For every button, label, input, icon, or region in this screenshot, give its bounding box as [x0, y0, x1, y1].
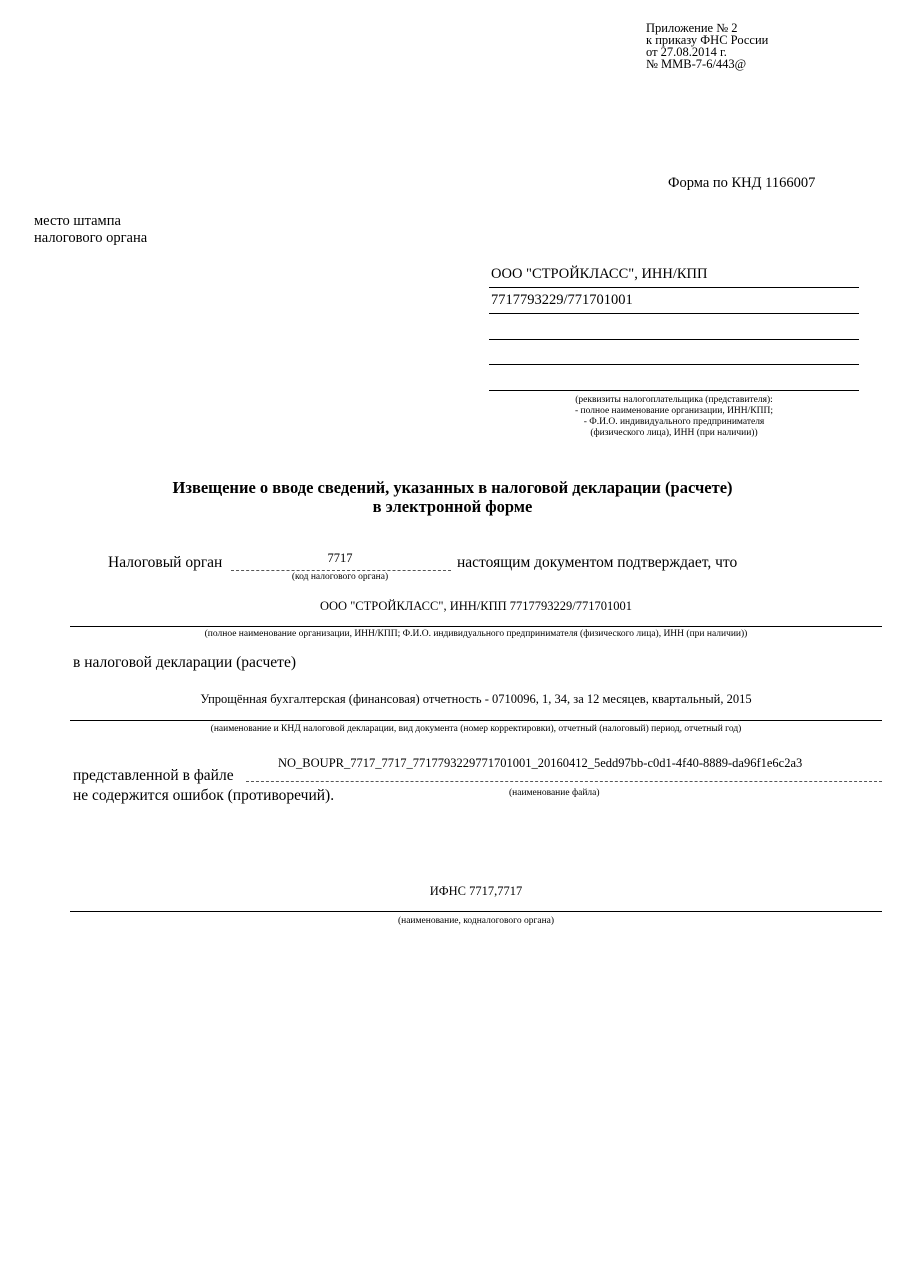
document-title-line-2: в электронной форме	[372, 497, 533, 516]
organization-caption: (полное наименование организации, ИНН/КПП; Ф.И.О. индивидуального предпринимателя (физического лица), ИНН (при наличии))	[204, 629, 748, 639]
tax-authority-code-rule	[231, 570, 451, 571]
file-label: представленной в файле	[73, 767, 234, 784]
taxpayer-line-1: ООО "СТРОЙКЛАСС", ИНН/КПП	[491, 266, 708, 282]
taxpayer-caption	[489, 395, 859, 439]
appendix-block	[646, 22, 768, 70]
file-rule	[246, 781, 882, 782]
no-errors-text: не содержится ошибок (противоречий).	[73, 787, 335, 804]
stamp-place-line-2: налогового органа	[34, 230, 148, 246]
document-title	[0, 478, 905, 516]
taxpayer-caption-2: - полное наименование организации, ИНН/КПП;	[575, 406, 773, 416]
organization-value: ООО "СТРОЙКЛАСС", ИНН/КПП 7717793229/771701001	[320, 599, 632, 613]
stamp-place-line-1: место штампа	[34, 213, 121, 229]
appendix-line-3: от 27.08.2014 г.	[646, 45, 727, 59]
tax-authority-confirm: настоящим документом подтверждает, что	[457, 554, 738, 571]
taxpayer-rule-5	[489, 390, 859, 391]
taxpayer-caption-4: (физического лица), ИНН (при наличии))	[590, 428, 758, 438]
declaration-rule	[70, 720, 882, 721]
taxpayer-rule-1	[489, 287, 859, 288]
appendix-line-1: Приложение № 2	[646, 21, 738, 35]
tax-authority-code-caption: (код налогового органа)	[291, 572, 389, 582]
ifns-rule	[70, 911, 882, 912]
stamp-place	[34, 213, 147, 247]
taxpayer-line-2: 7717793229/771701001	[491, 292, 633, 308]
taxpayer-caption-3: - Ф.И.О. индивидуального предпринимателя	[583, 417, 765, 427]
declaration-caption: (наименование и КНД налоговой декларации, вид документа (номер корректировки), отчетный (налоговый) период, отчетный год)	[210, 724, 742, 734]
organization-rule	[70, 626, 882, 627]
declaration-label: в налоговой декларации (расчете)	[73, 654, 296, 671]
taxpayer-rule-3	[489, 339, 859, 340]
ifns-caption: (наименование, кодналогового органа)	[397, 916, 555, 926]
file-name-caption: (наименование файла)	[509, 788, 600, 798]
file-name-value: NO_BOUPR_7717_7717_7717793229771701001_20160412_5edd97bb-c0d1-4f40-8889-da96f1e6c2a3	[278, 756, 803, 770]
taxpayer-caption-1: (реквизиты налогоплательщика (представителя):	[575, 395, 773, 405]
ifns-value: ИФНС 7717,7717	[429, 884, 523, 898]
tax-authority-label: Налоговый орган	[108, 554, 223, 571]
taxpayer-rule-2	[489, 313, 859, 314]
tax-authority-code: 7717	[327, 551, 353, 565]
taxpayer-rule-4	[489, 364, 859, 365]
appendix-line-4: № ММВ-7-6/443@	[646, 57, 747, 71]
appendix-line-2: к приказу ФНС России	[646, 33, 769, 47]
declaration-value: Упрощённая бухгалтерская (финансовая) отчетность - 0710096, 1, 34, за 12 месяцев, квартальный, 2015	[200, 692, 752, 706]
document-title-line-1: Извещение о вводе сведений, указанных в налоговой декларации (расчете)	[172, 478, 733, 497]
form-code: Форма по КНД 1166007	[668, 175, 816, 191]
